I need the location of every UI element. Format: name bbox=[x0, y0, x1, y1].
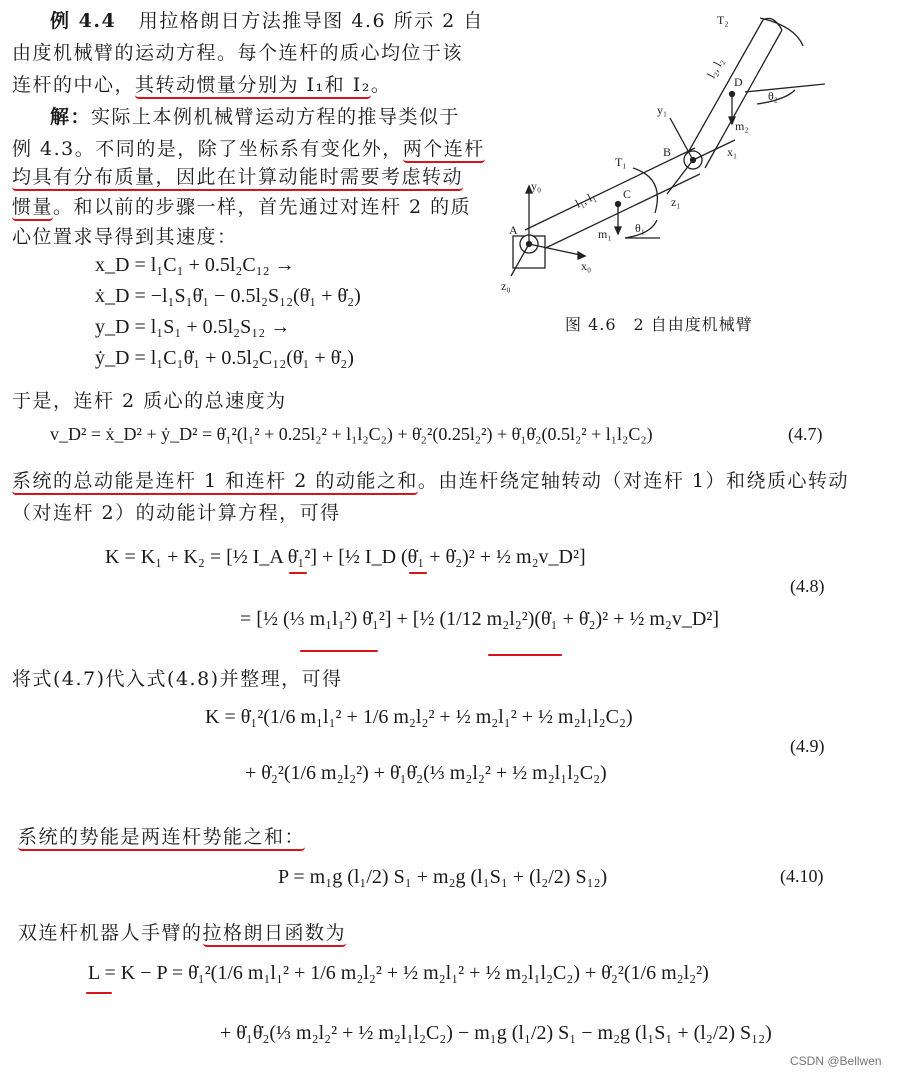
velocity-eq-4: ẏ_D = l₁C₁θ̇₁ + 0.5l₂C₁₂(θ̇₁ + θ̇₂) bbox=[95, 347, 354, 369]
figure-caption: 图 4.6 2 自由度机械臂 bbox=[565, 315, 753, 334]
label-t2: T₂ bbox=[717, 13, 729, 27]
label-z1: z₁ bbox=[671, 195, 681, 209]
potential-text bbox=[18, 822, 305, 849]
solution-line-4 bbox=[12, 192, 471, 219]
label-theta2: θ₂ bbox=[768, 89, 778, 103]
underlined-inertia: 惯量 bbox=[12, 196, 53, 221]
solution-line-3 bbox=[12, 162, 463, 189]
label-y0: y₀ bbox=[531, 179, 542, 193]
underlined-potential: 系统的势能是两连杆势能之和： bbox=[18, 826, 305, 851]
kinetic-text-line-2: （对连杆 2）的动能计算方程，可得 bbox=[12, 502, 341, 524]
underlined-inertia-text: 其转动惯量分别为 I₁和 I₂ bbox=[135, 74, 371, 99]
label-z0: z₀ bbox=[501, 279, 511, 293]
equation-4-8-line-2: = [½ (⅓ m₁l₁²) θ̇₁²] + [½ (1/12 m₂l₂²)(θ̇₁ + θ̇₂)² + ½ m₂v_D²] bbox=[240, 608, 720, 630]
lagrangian-line-1: L = K − P = θ̇₁²(1/6 m₁l₁² + 1/6 m₂l₂² + ½ m₂l₁² + ½ m₂l₁l₂C₂) + θ̇₂²(1/6 m₂l₂²) bbox=[88, 962, 709, 984]
solution-text-1: 实际上本例机械臂运动方程的推导类似于 bbox=[91, 106, 461, 128]
label-m1: m₁ bbox=[598, 227, 612, 241]
solution-line-5: 心位置求导得到其速度： bbox=[12, 226, 238, 248]
underlined-two-links: 两个连杆 bbox=[403, 138, 485, 163]
kinetic-text-line-1 bbox=[12, 466, 849, 493]
lagrangian-text-a: 双连杆机器人手臂的 bbox=[18, 922, 203, 944]
equation-number-4-9: (4.9) bbox=[790, 736, 825, 756]
example-text-1: 用拉格朗日方法推导图 4.6 所示 2 自 bbox=[138, 10, 484, 32]
underlined-distributed-mass: 均具有分布质量，因此在计算动能时需要考虑转动 bbox=[12, 166, 463, 191]
underline-l bbox=[86, 992, 112, 994]
lagrangian-text bbox=[18, 918, 346, 945]
example-text-3a: 连杆的中心， bbox=[12, 74, 136, 96]
underline-inertia-2 bbox=[488, 654, 562, 656]
equation-4-9-line-1: K = θ̇₁²(1/6 m₁l₁² + 1/6 m₂l₂² + ½ m₂l₁² + ½ m₂l₁l₂C₂) bbox=[205, 706, 633, 728]
equation-4-9-line-2: + θ̇₂²(1/6 m₂l₂²) + θ̇₁θ̇₂(⅓ m₂l₂² + ½ m₂l₁l₂C₂) bbox=[245, 762, 607, 784]
total-velocity-text: 于是，连杆 2 质心的总速度为 bbox=[12, 390, 287, 412]
example-text-3c: 。 bbox=[370, 74, 392, 96]
equation-number-4-8: (4.8) bbox=[790, 576, 825, 596]
underline-id bbox=[409, 572, 427, 574]
underlined-kinetic-sum: 系统的总动能是连杆 1 和连杆 2 的动能之和 bbox=[12, 470, 418, 495]
equation-number-4-7: (4.7) bbox=[788, 424, 823, 444]
velocity-eq-2: ẋ_D = −l₁S₁θ̇₁ − 0.5l₂S₁₂(θ̇₁ + θ̇₂) bbox=[95, 285, 361, 307]
solution-text-4b: 。和以前的步骤一样，首先通过对连杆 2 的质 bbox=[53, 196, 472, 218]
example-line-3 bbox=[12, 70, 391, 97]
solution-text-2a: 例 4.3。不同的是，除了坐标系有变化外， bbox=[12, 138, 403, 160]
label-x0: x₀ bbox=[581, 259, 592, 273]
label-b: B bbox=[663, 145, 672, 159]
label-a: A bbox=[509, 223, 518, 237]
equation-4-7: v_D² = ẋ_D² + ẏ_D² = θ̇₁²(l₁² + 0.25l₂² + l₁l₂C₂) + θ̇₂²(0.25l₂²) + θ̇₁θ̇₂(0.5l₂² + l₁l₂C₂) bbox=[50, 424, 653, 444]
lagrangian-line-2: + θ̇₁θ̇₂(⅓ m₂l₂² + ½ m₂l₁l₂C₂) − m₁g (l₁/2) S₁ − m₂g (l₁S₁ + (l₂/2) S₁₂) bbox=[220, 1022, 772, 1044]
label-theta1: θ₁ bbox=[635, 221, 645, 235]
example-label: 例 4.4 bbox=[50, 10, 117, 32]
underline-ia bbox=[289, 572, 307, 574]
equation-4-8-line-1: K = K₁ + K₂ = [½ I_A θ̇₁²] + [½ I_D (θ̇₁ + θ̇₂)² + ½ m₂v_D²] bbox=[105, 546, 586, 568]
solution-line-2 bbox=[12, 134, 485, 161]
figure-robot-arm bbox=[495, 8, 840, 298]
label-l2: l₂, l₂ bbox=[704, 55, 727, 81]
label-c: C bbox=[623, 187, 632, 201]
substitute-text: 将式(4.7)代入式(4.8)并整理，可得 bbox=[12, 668, 343, 690]
label-m2: m₂ bbox=[735, 119, 749, 133]
label-d: D bbox=[734, 75, 743, 89]
solution-line-1 bbox=[50, 102, 460, 129]
velocity-eq-1: x_D = l₁C₁ + 0.5l₂C₁₂ → bbox=[95, 254, 295, 276]
example-line-2: 由度机械臂的运动方程。每个连杆的质心均位于该 bbox=[12, 42, 464, 64]
label-l1: l₁, l₁ bbox=[572, 188, 598, 211]
underlined-lagrangian: 拉格朗日函数为 bbox=[203, 922, 347, 947]
equation-number-4-10: (4.10) bbox=[780, 866, 824, 886]
label-x1: x₁ bbox=[727, 145, 738, 159]
label-y1: y₁ bbox=[657, 103, 668, 117]
kinetic-text-b: 。由连杆绕定轴转动（对连杆 1）和绕质心转动 bbox=[417, 470, 849, 492]
underline-inertia-1 bbox=[300, 650, 378, 652]
solution-label: 解： bbox=[50, 106, 92, 128]
watermark: CSDN @Bellwen bbox=[790, 1054, 882, 1068]
velocity-eq-3: y_D = l₁S₁ + 0.5l₂S₁₂ → bbox=[95, 316, 291, 338]
label-t1: T₁ bbox=[615, 155, 627, 169]
equation-4-10: P = m₁g (l₁/2) S₁ + m₂g (l₁S₁ + (l₂/2) S₁₂) bbox=[278, 866, 608, 888]
example-line-1 bbox=[50, 6, 484, 33]
